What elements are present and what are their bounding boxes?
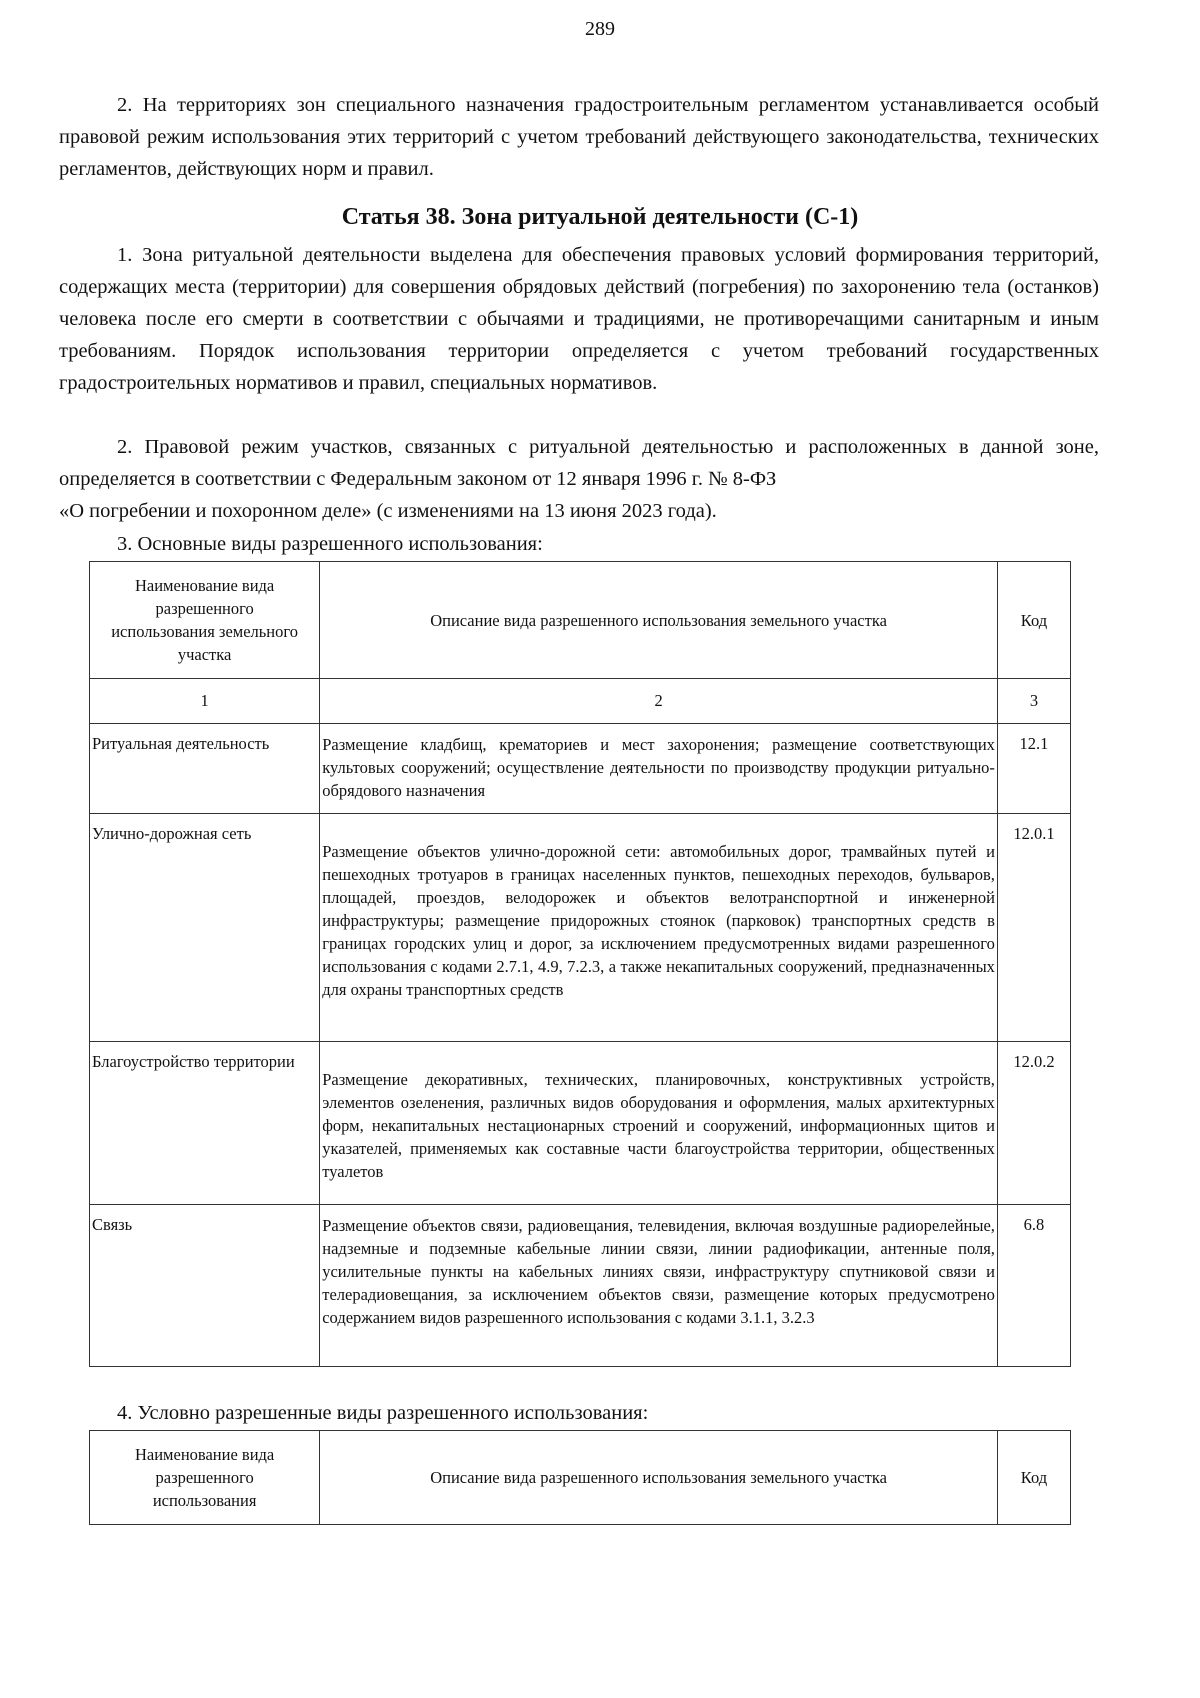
header-name: Наименование вида разрешенного использования земельного участка — [90, 562, 320, 679]
column-number: 3 — [997, 679, 1070, 724]
table-header-row — [90, 1431, 1071, 1525]
header-code: Код — [997, 1431, 1070, 1525]
use-name: Связь — [90, 1205, 320, 1367]
use-description: Размещение объектов связи, радиовещания, телевидения, включая воздушные радиорелейные, надземные и подземные кабельные линии связи, линии радиофикации, антенные поля, усилительные пункты на кабельных линиях связи, инфраструктуру спутниковой связи и телерадиовещания, за исключением объектов связи, размещение которых предусмотрено содержанием видов разрешенного использования с кодами 3.1.1, 3.2.3 — [320, 1205, 998, 1367]
paragraph-intro: 2. На территориях зон специального назначения градостроительным регламентом устанавливается особый правовой режим использования этих территорий с учетом требований действующего законодательства, технических регламентов, действующих норм и правил. — [59, 94, 1099, 180]
table-row — [90, 1205, 1071, 1367]
use-code: 12.0.2 — [997, 1042, 1070, 1205]
table-row — [90, 814, 1071, 1042]
table-row — [90, 724, 1071, 814]
table-header-row — [90, 562, 1071, 679]
use-code: 12.0.1 — [997, 814, 1070, 1042]
paragraph-2-continuation: «О погребении и похоронном деле» (с изменениями на 13 июня 2023 года). — [59, 500, 717, 522]
page-number: 289 — [585, 18, 615, 40]
paragraph-2: 2. Правовой режим участков, связанных с ритуальной деятельностью и расположенных в данной зоне, определяется в соответствии с Федеральным законом от 12 января 1996 г. № 8-ФЗ — [59, 436, 1099, 490]
heading-main-permitted-uses: 3. Основные виды разрешенного использования: — [117, 533, 543, 555]
header-code: Код — [997, 562, 1070, 679]
use-name: Улично-дорожная сеть — [90, 814, 320, 1042]
header-description: Описание вида разрешенного использования земельного участка — [320, 1431, 998, 1525]
table-row — [90, 1042, 1071, 1205]
use-code: 12.1 — [997, 724, 1070, 814]
table-number-row — [90, 679, 1071, 724]
header-description: Описание вида разрешенного использования земельного участка — [320, 562, 998, 679]
use-description: Размещение объектов улично-дорожной сети: автомобильных дорог, трамвайных путей и пешеходных тротуаров в границах населенных пунктов, пешеходных переходов, бульваров, площадей, проездов, велодорожек и объектов велотранспортной и инженерной инфраструктуры; размещение придорожных стоянок (парковок) транспортных средств в границах городских улиц и дорог, за исключением предусмотренных видами разрешенного использования с кодами 2.7.1, 4.9, 7.2.3, а также некапитальных сооружений, предназначенных для охраны транспортных средств — [320, 814, 998, 1042]
column-number: 1 — [90, 679, 320, 724]
use-code: 6.8 — [997, 1205, 1070, 1367]
article-title: Статья 38. Зона ритуальной деятельности (С-1) — [341, 204, 859, 230]
column-number: 2 — [320, 679, 998, 724]
conditional-uses-table — [89, 1430, 1071, 1525]
use-name: Благоустройство территории — [90, 1042, 320, 1205]
heading-conditional-uses: 4. Условно разрешенные виды разрешенного использования: — [117, 1402, 649, 1424]
use-description: Размещение кладбищ, крематориев и мест захоронения; размещение соответствующих культовых сооружений; осуществление деятельности по производству продукции ритуально-обрядового назначения — [320, 724, 998, 814]
use-description: Размещение декоративных, технических, планировочных, конструктивных устройств, элементов озеленения, различных видов оборудования и оформления, малых архитектурных форм, некапитальных нестационарных строений и сооружений, информационных щитов и указателей, применяемых как составные части благоустройства территории, общественных туалетов — [320, 1042, 998, 1205]
header-name: Наименование вида разрешенного использования — [90, 1431, 320, 1525]
paragraph-1: 1. Зона ритуальной деятельности выделена для обеспечения правовых условий формирования территорий, содержащих места (территории) для совершения обрядовых действий (погребения) по захоронению тела (останков) человека после его смерти в соответствии с обычаями и традициями, не противоречащими санитарным и иным требованиям. Порядок использования территории определяется с учетом требований государственных градостроительных нормативов и правил, специальных нормативов. — [59, 244, 1099, 394]
main-uses-table — [89, 561, 1071, 1367]
use-name: Ритуальная деятельность — [90, 724, 320, 814]
